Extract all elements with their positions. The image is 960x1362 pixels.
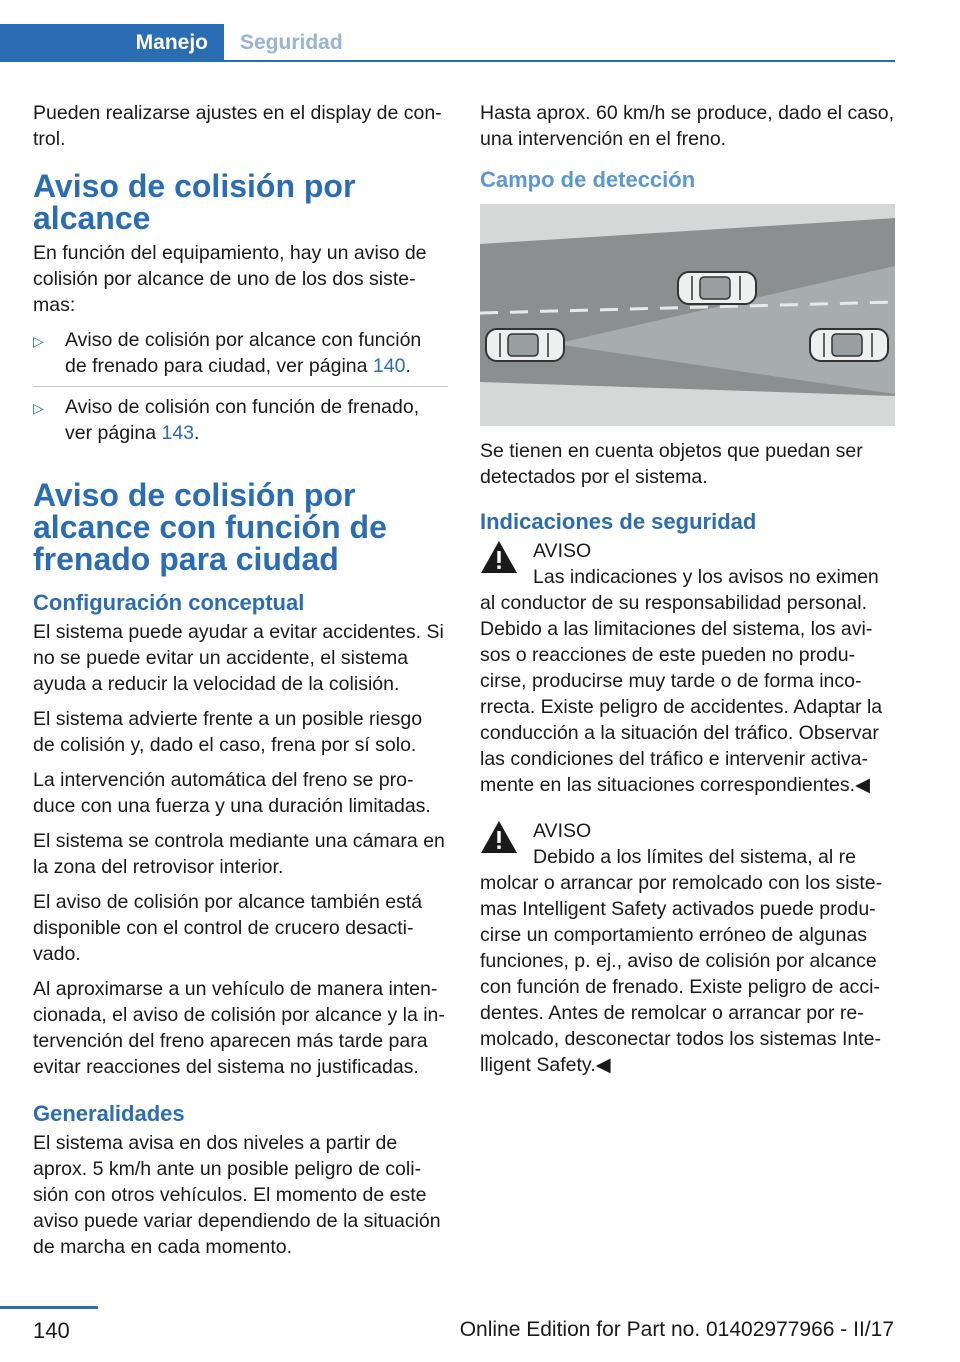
page-number: 140 — [33, 1318, 70, 1343]
config-paragraph: Al aproximarse a un vehículo de manera intencionada, el aviso de colisión por alcance y la intervención del freno aparecen más tarde para evitar reacciones del sistema no justificadas. — [33, 978, 445, 1078]
triangle-bullet-icon: ▷ — [33, 333, 44, 349]
speed-paragraph: Hasta aprox. 60 km/h se produce, dado el caso, una intervención en el freno. — [480, 102, 895, 150]
config-paragraph: El aviso de colisión por alcance también está disponible con el control de crucero desactivado. — [33, 891, 423, 965]
heading-aviso-ciudad: Aviso de colisión por alcance con función de frenado para ciudad — [33, 477, 387, 577]
detection-field-figure — [480, 204, 895, 426]
footer-rule — [0, 1306, 98, 1309]
page-link-140[interactable]: 140 — [372, 355, 406, 377]
config-paragraph: El sistema se controla mediante una cámara en la zona del retrovisor interior. — [33, 830, 445, 878]
right-column — [480, 100, 895, 1092]
config-paragraph: El sistema advierte frente a un posible riesgo de colisión y, dado el caso, frena por sí solo. — [33, 708, 423, 756]
warning-text: molcar o arrancar por remolcado con los sistemas Intelligent Safety activados puede producirse un comportamiento erróneo de algunas funciones, p. ej., aviso de colisión por alcance con función de frenado. Existe peligro de accidentes. Antes de remolcar o arrancar por remolcado, desconectar todos los sistemas Intelligent Safety.◀ — [480, 872, 883, 1076]
list-item — [33, 394, 448, 453]
system-list — [33, 327, 448, 453]
equipment-paragraph: En función del equipamiento, hay un aviso de colisión por alcance de uno de los dos sistemas: — [33, 242, 427, 316]
tab-seguridad[interactable]: Seguridad — [240, 31, 343, 54]
page-link-143[interactable]: 143 — [161, 422, 195, 444]
warning-first-line: Debido a los límites del sistema, al re — [533, 846, 856, 868]
list-item-end: . — [405, 355, 411, 377]
heading-generalidades: Generalidades — [33, 1101, 185, 1126]
left-column — [33, 100, 448, 1269]
warning-first-line: Las indicaciones y los avisos no eximen — [533, 566, 879, 588]
heading-aviso-colision: Aviso de colisión por alcance — [33, 168, 356, 236]
figure-caption: Se tienen en cuenta objetos que puedan ser detectados por el sistema. — [480, 440, 863, 488]
list-item-end: . — [194, 422, 200, 444]
warning-title: AVISO — [533, 540, 592, 562]
heading-configuracion: Configuración conceptual — [33, 590, 305, 615]
warning-block — [480, 818, 895, 1078]
heading-seguridad: Indicaciones de seguridad — [480, 509, 757, 534]
header-rule — [0, 60, 895, 62]
general-paragraph: El sistema avisa en dos niveles a partir de aprox. 5 km/h ante un posible peligro de colisión con otros vehículos. El momento de este aviso puede variar dependiendo de la situación de marcha en cada momento. — [33, 1132, 441, 1258]
warning-triangle-icon — [480, 820, 518, 854]
car-own-icon — [486, 329, 564, 361]
edition-info: Online Edition for Part no. 01402977966 - II/17 — [459, 1318, 894, 1341]
heading-campo-deteccion: Campo de detección — [480, 167, 696, 192]
warning-title: AVISO — [533, 820, 592, 842]
config-paragraph: La intervención automática del freno se produce con una fuerza y una duración limitadas. — [33, 769, 431, 817]
warning-triangle-icon — [480, 540, 518, 574]
intro-paragraph: Pueden realizarse ajustes en el display de control. — [33, 102, 442, 150]
car-front-icon — [810, 329, 888, 361]
car-ahead-icon — [678, 272, 756, 304]
config-paragraph: El sistema puede ayudar a evitar accidentes. Si no se puede evitar un accidente, el sistema ayuda a reducir la velocidad de la colisión. — [33, 621, 444, 695]
warning-text: al conductor de su responsabilidad personal. Debido a las limitaciones del sistema, los avisos o reacciones de este pueden no producirse, producirse muy tarde o de forma incorrecta. Existe peligro de accidentes. Adaptar la conducción a la situación del tráfico. Observar las condiciones del tráfico e intervenir activamente en las situaciones correspondientes.◀ — [480, 592, 883, 796]
list-item-text: Aviso de colisión con función de frenado, ver página — [65, 396, 420, 444]
list-item-text: Aviso de colisión por alcance con función de frenado para ciudad, ver página — [65, 329, 422, 377]
triangle-bullet-icon: ▷ — [33, 400, 44, 416]
tab-manejo[interactable]: Manejo — [0, 24, 224, 62]
list-item — [33, 327, 448, 387]
warning-block — [480, 538, 895, 798]
